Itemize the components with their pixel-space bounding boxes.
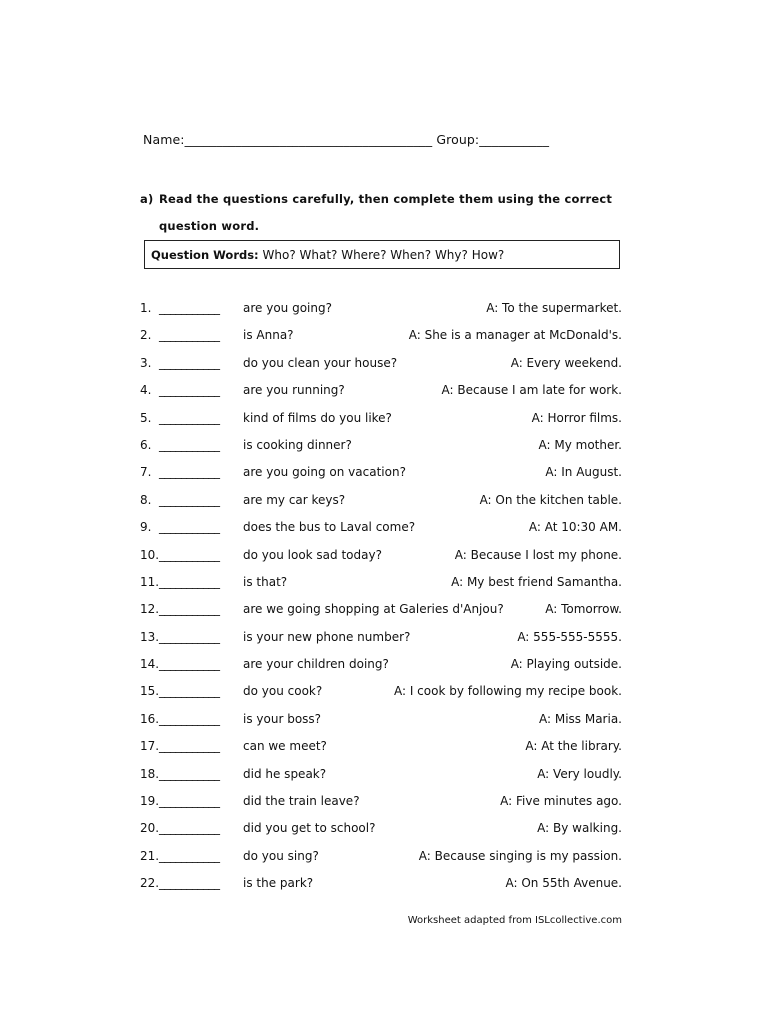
answer-text: A: By walking. (537, 821, 622, 836)
question-text: did you get to school? (243, 821, 376, 836)
answer-text: A: My mother. (538, 437, 622, 452)
name-field[interactable]: _______________________________________ (184, 132, 433, 147)
exercise-row (140, 490, 622, 517)
item-number: 9. (140, 520, 152, 535)
answer-text: A: On 55th Avenue. (505, 876, 622, 891)
exercise-row (140, 709, 622, 736)
answer-text: A: At 10:30 AM. (528, 520, 622, 535)
item-number: 14. (140, 657, 160, 672)
answer-blank[interactable]: ___________ (159, 657, 220, 672)
answer-text: A: To the supermarket. (486, 301, 622, 315)
question-text: are you going on vacation? (243, 465, 406, 480)
question-text: kind of films do you like? (243, 410, 392, 425)
answer-text: A: I cook by following my recipe book. (393, 684, 622, 699)
item-number: 7. (140, 465, 152, 480)
question-text: are your children doing? (243, 657, 389, 672)
instructions-line-2: question word. (159, 219, 260, 233)
item-number: 22. (140, 876, 160, 891)
question-text: do you look sad today? (243, 547, 382, 562)
exercise-row (140, 654, 622, 681)
answer-text: A: My best friend Samantha. (451, 574, 622, 589)
answer-blank[interactable]: ___________ (159, 355, 220, 370)
question-words-list: Who? What? Where? When? Why? How? (262, 248, 505, 262)
item-number: 8. (140, 492, 152, 507)
exercise-row (140, 846, 622, 873)
answer-blank[interactable]: ___________ (159, 848, 220, 863)
exercise-row (140, 791, 622, 818)
answer-text: A: 555-555-5555. (517, 629, 622, 644)
exercise-row (140, 462, 622, 489)
answer-text: A: Because I am late for work. (441, 383, 622, 398)
answer-blank[interactable]: ___________ (159, 547, 220, 562)
item-number: 21. (140, 848, 160, 863)
answer-text: A: Very loudly. (537, 766, 622, 781)
exercise-row (140, 380, 622, 407)
item-number: 6. (140, 437, 152, 452)
question-text: do you sing? (243, 848, 319, 863)
item-number: 11. (140, 574, 160, 589)
answer-blank[interactable]: ___________ (159, 301, 220, 315)
answer-text: A: Every weekend. (510, 355, 622, 370)
answer-blank[interactable]: ___________ (159, 437, 220, 452)
question-text: did he speak? (243, 766, 327, 781)
item-number: 12. (140, 602, 160, 617)
item-number: 17. (140, 739, 160, 754)
item-number: 19. (140, 794, 160, 809)
answer-text: A: At the library. (525, 739, 622, 754)
answer-blank[interactable]: ___________ (159, 492, 220, 507)
question-text: does the bus to Laval come? (243, 520, 416, 535)
item-number: 16. (140, 711, 160, 726)
question-text: are you going? (243, 301, 332, 315)
answer-blank[interactable]: ___________ (159, 821, 220, 836)
question-words-box (144, 240, 620, 269)
item-number: 3. (140, 355, 152, 370)
item-number: 15. (140, 684, 160, 699)
exercise-row (140, 572, 622, 599)
answer-text: A: She is a manager at McDonald's. (408, 328, 622, 343)
exercise-row (140, 818, 622, 845)
answer-blank[interactable]: ___________ (159, 602, 220, 617)
answer-blank[interactable]: ___________ (159, 410, 220, 425)
exercise-row (140, 325, 622, 352)
exercise-row (140, 435, 622, 462)
answer-text: A: Horror films. (531, 410, 622, 425)
exercise-row (140, 736, 622, 763)
item-number: 1. (140, 301, 152, 315)
group-field[interactable]: ___________ (479, 132, 550, 147)
answer-text: A: Tomorrow. (545, 602, 622, 617)
item-number: 10. (140, 547, 160, 562)
instructions-line-1: Read the questions carefully, then complete them using the correct (159, 192, 613, 206)
question-text: is that? (243, 574, 288, 589)
item-number: 5. (140, 410, 152, 425)
answer-blank[interactable]: ___________ (159, 739, 220, 754)
question-text: do you clean your house? (243, 355, 398, 370)
answer-text: A: Playing outside. (510, 657, 622, 672)
name-group-header (143, 132, 623, 152)
question-text: are we going shopping at Galeries d'Anjou? (243, 602, 504, 617)
answer-text: A: On the kitchen table. (479, 492, 622, 507)
answer-blank[interactable]: ___________ (159, 465, 220, 480)
item-number: 18. (140, 766, 160, 781)
question-text: is your boss? (243, 711, 322, 726)
answer-blank[interactable]: ___________ (159, 629, 220, 644)
item-number: 13. (140, 629, 160, 644)
answer-blank[interactable]: ___________ (159, 876, 220, 891)
answer-blank[interactable]: ___________ (159, 383, 220, 398)
exercise-row (140, 599, 622, 626)
exercise-row (140, 545, 622, 572)
answer-blank[interactable]: ___________ (159, 328, 220, 343)
group-label: Group: (436, 132, 480, 147)
footer-credit: Worksheet adapted from ISLcollective.com (407, 915, 622, 926)
exercise-row (140, 298, 622, 325)
question-text: did the train leave? (243, 794, 360, 809)
question-text: are my car keys? (243, 492, 346, 507)
question-words-label: Question Words: (151, 248, 259, 262)
question-text: is the park? (243, 876, 314, 891)
answer-text: A: Because I lost my phone. (454, 547, 622, 562)
question-text: is your new phone number? (243, 629, 411, 644)
exercise-row (140, 353, 622, 380)
question-text: do you cook? (243, 684, 323, 699)
answer-blank[interactable]: ___________ (159, 684, 220, 699)
question-text: are you running? (243, 383, 345, 398)
item-number: 4. (140, 383, 152, 398)
exercise-row (140, 873, 622, 900)
exercise-row (140, 681, 622, 708)
answer-text: A: In August. (545, 465, 622, 480)
answer-text: A: Five minutes ago. (500, 794, 622, 809)
name-label: Name: (143, 132, 185, 147)
question-text: is cooking dinner? (243, 437, 352, 452)
answer-blank[interactable]: ___________ (159, 766, 220, 781)
question-text: is Anna? (243, 328, 294, 343)
section-label: a) (140, 192, 154, 206)
item-number: 2. (140, 328, 152, 343)
item-number: 20. (140, 821, 160, 836)
exercise-row (140, 764, 622, 791)
question-text: can we meet? (243, 739, 327, 754)
answer-blank[interactable]: ___________ (159, 574, 220, 589)
answer-blank[interactable]: ___________ (159, 794, 220, 809)
answer-blank[interactable]: ___________ (159, 711, 220, 726)
instructions (140, 186, 620, 240)
answer-blank[interactable]: ___________ (159, 520, 220, 535)
exercise-row (140, 408, 622, 435)
answer-text: A: Because singing is my passion. (418, 848, 622, 863)
exercise-row (140, 627, 622, 654)
answer-text: A: Miss Maria. (538, 711, 622, 726)
exercise-row (140, 517, 622, 544)
exercise-list (140, 298, 622, 901)
